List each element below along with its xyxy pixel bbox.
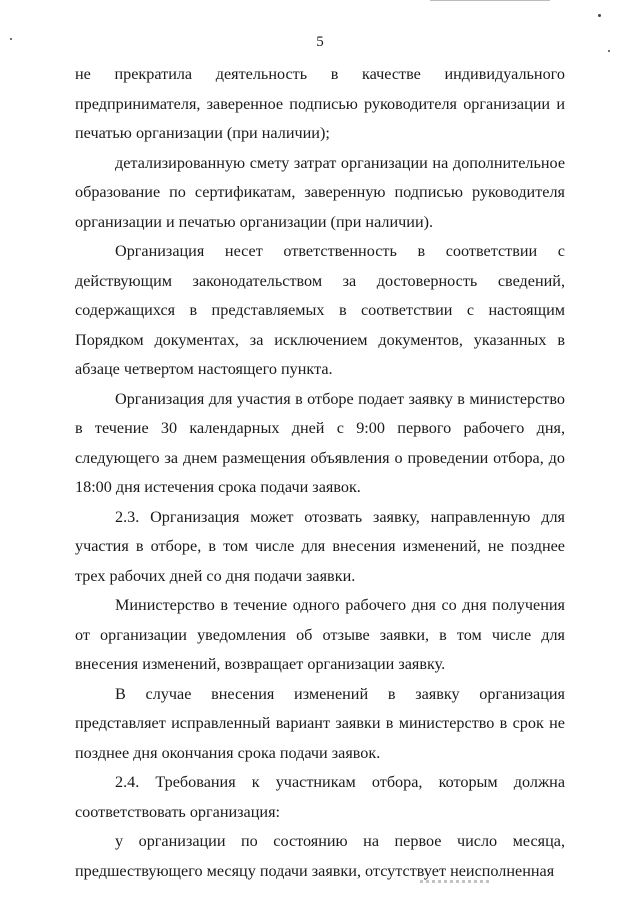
document-body	[75, 60, 565, 886]
paragraph: В случае внесения изменений в заявку организация представляет исправленный вариант заявки в министерство в срок не позднее дня окончания срока подачи заявок.	[75, 684, 565, 762]
scan-speck	[598, 14, 601, 17]
paragraph: детализированную смету затрат организации на дополнительное образование по сертификатам, заверенную подписью руководителя организации и печатью организации (при наличии).	[75, 153, 565, 231]
paragraph: Организация несет ответственность в соответствии с действующим законодательством за достоверность сведений, содержащихся в представляемых в соответствии с настоящим Порядком документах, за исключением документов, указанных в абзаце четвертом настоящего пункта.	[75, 242, 565, 378]
scan-artifact	[420, 880, 490, 883]
paragraph: Министерство в течение одного рабочего дня со дня получения от организации уведомления об отзыве заявки, в том числе для внесения изменений, возвращает организации заявку.	[75, 596, 565, 673]
paragraph: 2.3. Организация может отозвать заявку, направленную для участия в отборе, в том числе для внесения изменений, не позднее трех рабочих дней со дня подачи заявки.	[75, 507, 565, 585]
scan-edge-line	[430, 0, 550, 1]
page-number: 5	[316, 34, 324, 50]
paragraph: у организации по состоянию на первое число месяца, предшествующего месяцу подачи заявки, отсутствует неисполненная	[75, 832, 565, 880]
paragraph: Организация для участия в отборе подает заявку в министерство в течение 30 календарных дней с 9:00 первого рабочего дня, следующего за днем размещения объявления о проведении отбора, до 18:00 дня истечения срока подачи заявок.	[75, 389, 565, 496]
paragraph: не прекратила деятельность в качестве индивидуального предпринимателя, заверенное подписью руководителя организации и печатью организации (при наличии);	[75, 65, 565, 142]
paragraph: 2.4. Требования к участникам отбора, которым должна соответствовать организация:	[75, 773, 565, 821]
